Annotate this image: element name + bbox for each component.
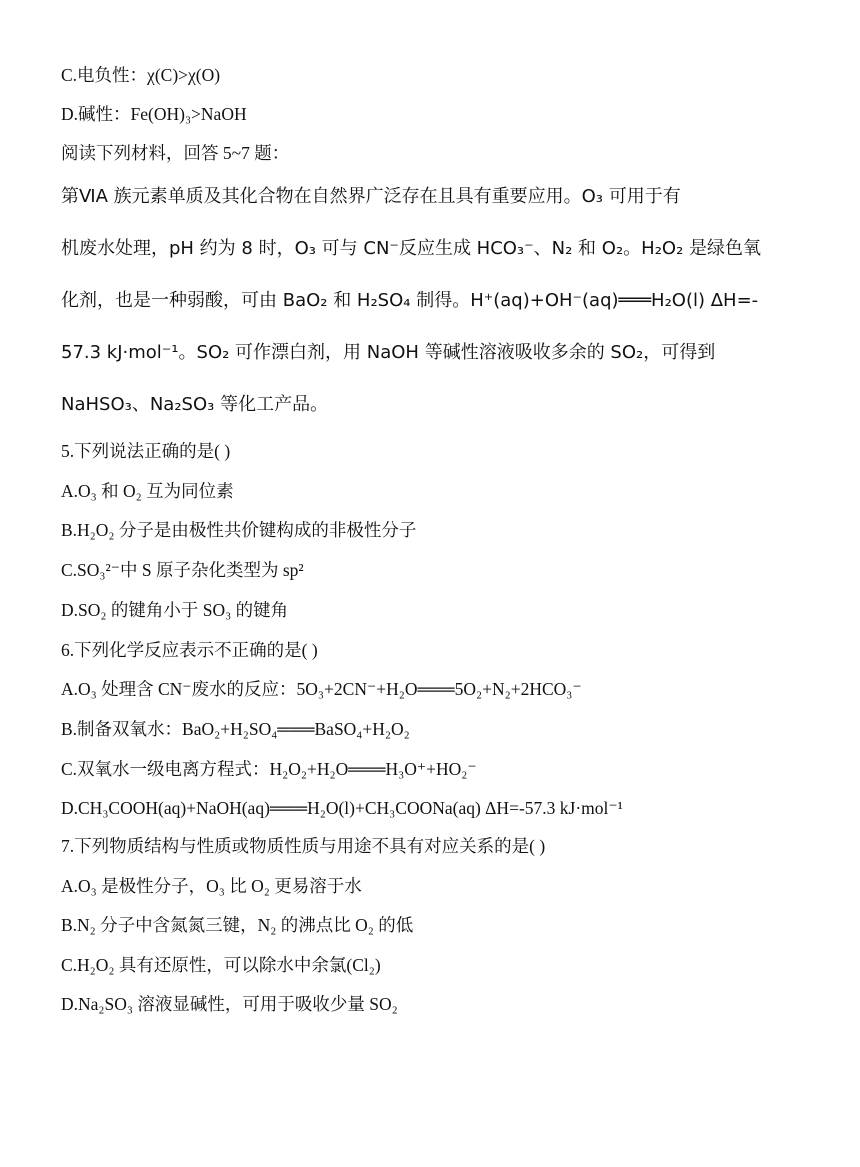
question-6-option-a: A.O₃ 处理含 CN⁻废水的反应：5O₃+2CN⁻+H₂O═══5O₂+N₂+2HCO₃⁻ bbox=[61, 679, 582, 699]
reading-instruction: 阅读下列材料，回答 5~7 题： bbox=[61, 143, 290, 163]
question-7-option-a: A.O₃ 是极性分子，O₃ 比 O₂ 更易溶于水 bbox=[61, 876, 362, 896]
question-7-stem: 7.下列物质结构与性质或物质性质与用途不具有对应关系的是( ) bbox=[61, 836, 546, 856]
question-7-option-b: B.N₂ 分子中含氮氮三键，N₂ 的沸点比 O₂ 的低 bbox=[61, 915, 414, 935]
material-paragraph-line-4: 57.3 kJ·mol⁻¹。SO₂ 可作漂白剂，用 NaOH 等碱性溶液吸收多余的 SO₂，可得到 bbox=[61, 342, 716, 363]
material-paragraph-line-5: NaHSO₃、Na₂SO₃ 等化工产品。 bbox=[61, 394, 329, 415]
question-5-option-a: A.O₃ 和 O₂ 互为同位素 bbox=[61, 481, 234, 501]
question-6-option-b: B.制备双氧水：BaO₂+H₂SO₄═══BaSO₄+H₂O₂ bbox=[61, 719, 410, 739]
material-paragraph-line-3: 化剂，也是一种弱酸，可由 BaO₂ 和 H₂SO₄ 制得。H⁺(aq)+OH⁻(aq)═══H₂O(l) ΔH=- bbox=[61, 290, 759, 311]
question-6-option-c: C.双氧水一级电离方程式：H₂O₂+H₂O═══H₃O⁺+HO₂⁻ bbox=[61, 759, 477, 779]
question-7-option-c: C.H₂O₂ 具有还原性，可以除水中余氯(Cl₂) bbox=[61, 955, 381, 975]
question-6-stem: 6.下列化学反应表示不正确的是( ) bbox=[61, 640, 318, 660]
material-paragraph-line-2: 机废水处理，pH 约为 8 时，O₃ 可与 CN⁻反应生成 HCO₃⁻、N₂ 和 O₂。H₂O₂ 是绿色氧 bbox=[61, 238, 762, 259]
option-d-basicity: D.碱性：Fe(OH)₃>NaOH bbox=[61, 104, 247, 124]
question-5-option-d: D.SO₂ 的键角小于 SO₃ 的键角 bbox=[61, 600, 289, 620]
option-c-electronegativity: C.电负性：χ(C)>χ(O) bbox=[61, 65, 221, 85]
question-5-option-c: C.SO₃²⁻中 S 原子杂化类型为 sp² bbox=[61, 560, 304, 580]
material-paragraph-line-1: 第ⅥA 族元素单质及其化合物在自然界广泛存在且具有重要应用。O₃ 可用于有 bbox=[61, 186, 681, 207]
question-6-option-d: D.CH₃COOH(aq)+NaOH(aq)═══H₂O(l)+CH₃COONa(aq) ΔH=-57.3 kJ·mol⁻¹ bbox=[61, 798, 623, 818]
question-7-option-d: D.Na₂SO₃ 溶液显碱性，可用于吸收少量 SO₂ bbox=[61, 994, 398, 1014]
question-5-option-b: B.H₂O₂ 分子是由极性共价键构成的非极性分子 bbox=[61, 520, 417, 540]
question-5-stem: 5.下列说法正确的是( ) bbox=[61, 441, 231, 461]
